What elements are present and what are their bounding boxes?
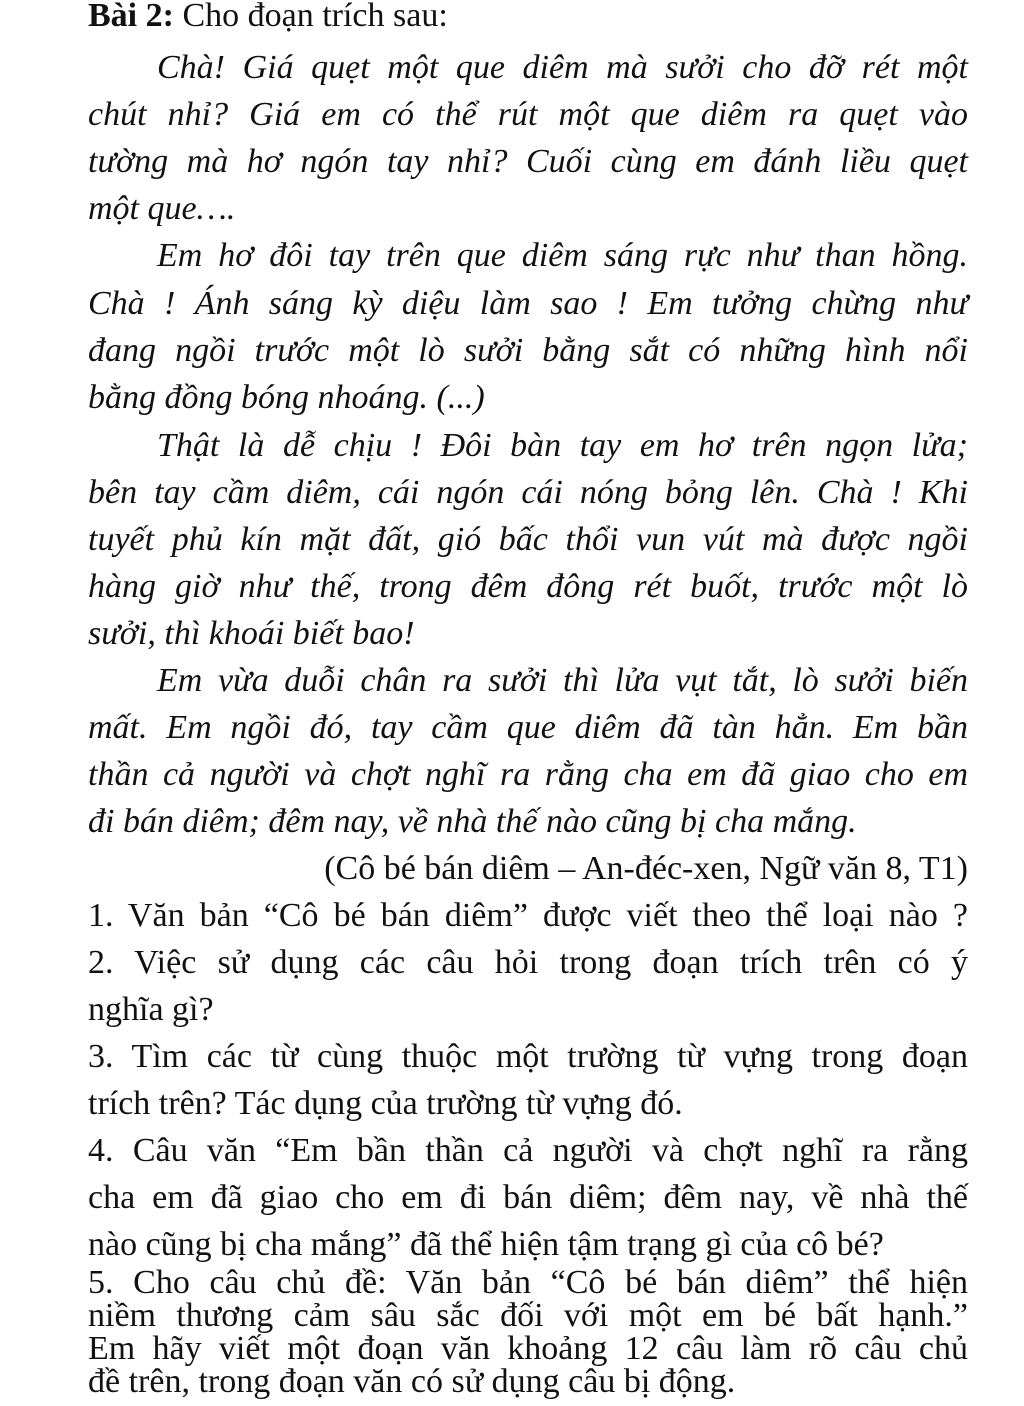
question-line: cha em đã giao cho em đi bán diêm; đêm nay, về nhà thế	[88, 1179, 968, 1216]
question-line: nghĩa gì?	[88, 991, 214, 1028]
question-line: 2. Việc sử dụng các câu hỏi trong đoạn trích trên có ý	[88, 944, 968, 981]
exercise-instruction: Cho đoạn trích sau:	[173, 0, 448, 34]
passage-line: Chà ! Ánh sáng kỳ diệu làm sao ! Em tưởng chừng như	[88, 285, 968, 322]
passage-line: Chà! Giá quẹt một que diêm mà sưởi cho đỡ rét một	[157, 49, 968, 86]
question-line: 3. Tìm các từ cùng thuộc một trường từ vựng trong đoạn	[88, 1038, 968, 1075]
question-line: 1. Văn bản “Cô bé bán diêm” được viết theo thể loại nào ?	[88, 897, 968, 934]
passage-line: Em hơ đôi tay trên que diêm sáng rực như than hồng.	[157, 237, 968, 274]
question-line: nào cũng bị cha mắng” đã thể hiện tậm trạng gì của cô bé?	[88, 1226, 884, 1263]
passage-line: chút nhỉ? Giá em có thể rút một que diêm ra quẹt vào	[88, 96, 968, 133]
passage-line: đang ngồi trước một lò sưởi bằng sắt có những hình nổi	[88, 332, 968, 369]
passage-line: sưởi, thì khoái biết bao!	[88, 615, 415, 652]
question-line: 5. Cho câu chủ đề: Văn bản “Cô bé bán diêm” thể hiện	[88, 1264, 968, 1301]
passage-line: tường mà hơ ngón tay nhỉ? Cuối cùng em đánh liều quẹt	[88, 143, 968, 180]
passage-line: bằng đồng bóng nhoáng. (...)	[88, 379, 485, 416]
passage-line: Em vừa duỗi chân ra sưởi thì lửa vụt tắt, lò sưởi biến	[157, 662, 968, 699]
passage-line: mất. Em ngồi đó, tay cầm que diêm đã tàn hẳn. Em bần	[88, 709, 968, 746]
question-line: niềm thương cảm sâu sắc đối với một em bé bất hạnh.”	[88, 1297, 968, 1334]
exercise-heading	[88, 0, 968, 36]
question-line: Em hãy viết một đoạn văn khoảng 12 câu làm rõ câu chủ	[88, 1330, 968, 1367]
passage-line: tuyết phủ kín mặt đất, gió bấc thổi vun vút mà được ngồi	[88, 521, 968, 558]
exercise-label: Bài 2:	[88, 0, 174, 34]
source-citation: (Cô bé bán diêm – An-đéc-xen, Ngữ văn 8, T1)	[324, 850, 968, 887]
question-line: đề trên, trong đoạn văn có sử dụng câu bị động.	[88, 1363, 736, 1400]
passage-line: Thật là dễ chịu ! Đôi bàn tay em hơ trên ngọn lửa;	[157, 427, 968, 464]
question-line: trích trên? Tác dụng của trường từ vựng đó.	[88, 1085, 683, 1122]
passage-line: thần cả người và chợt nghĩ ra rằng cha em đã giao cho em	[88, 756, 968, 793]
passage-line: một que….	[88, 190, 236, 227]
passage-line: đi bán diêm; đêm nay, về nhà thế nào cũng bị cha mắng.	[88, 803, 857, 840]
question-line: 4. Câu văn “Em bần thần cả người và chợt nghĩ ra rằng	[88, 1132, 968, 1169]
passage-line: bên tay cầm diêm, cái ngón cái nóng bỏng lên. Chà ! Khi	[88, 474, 968, 511]
passage-line: hàng giờ như thế, trong đêm đông rét buốt, trước một lò	[88, 568, 968, 605]
